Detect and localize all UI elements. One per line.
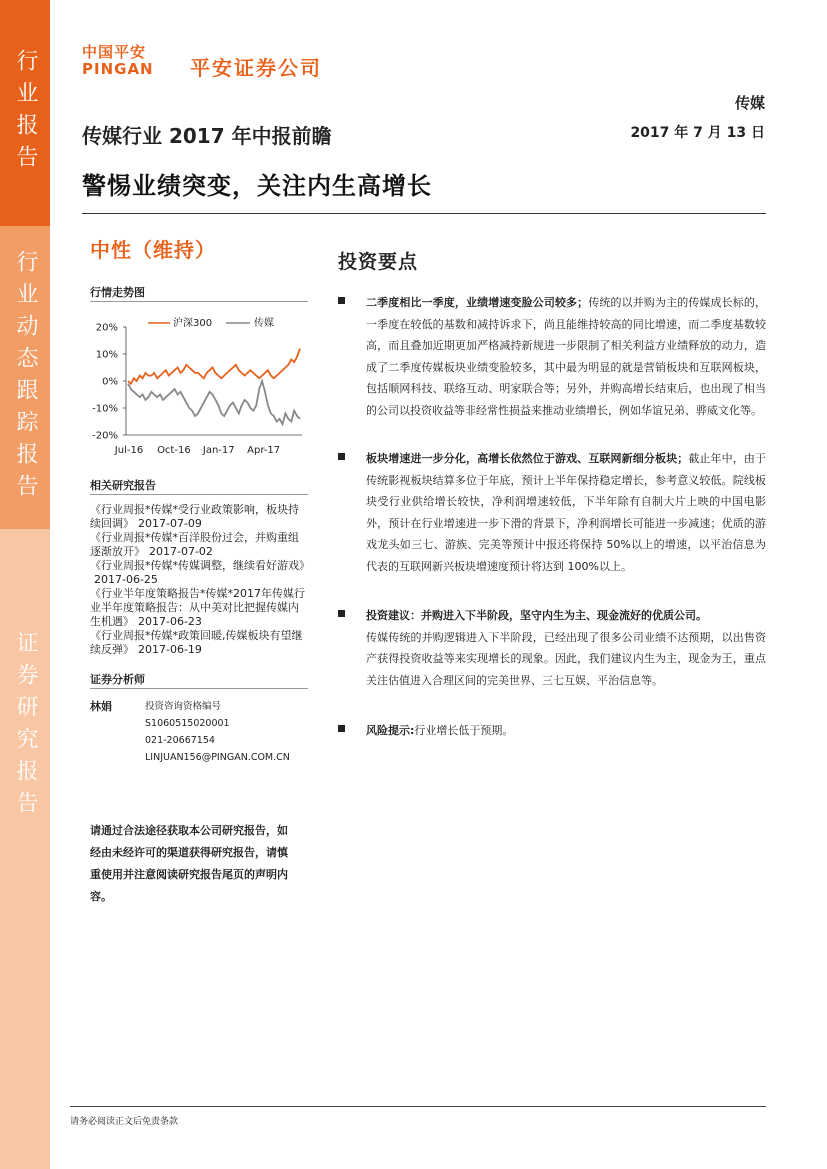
y-tick-label: 0% <box>102 376 118 388</box>
related-report-title: 《行业半年度策略报告*传媒*2017年传媒行业半年度策略报告：从中美对比把握传媒内生机遇》 <box>90 587 305 628</box>
report-subtitle: 警惕业绩突变，关注内生高增长 <box>82 172 432 200</box>
bullet-icon <box>338 610 345 617</box>
related-report-date: 2017-06-19 <box>138 643 202 656</box>
key-point-heading: 二季度相比一季度，业绩增速变脸公司较多； <box>366 296 589 309</box>
related-report-item[interactable] <box>90 559 310 587</box>
analyst-name: 林娟 <box>90 700 112 713</box>
x-tick-label: Oct-16 <box>157 445 191 456</box>
section-divider <box>90 301 308 302</box>
analyst-qualification-no: S1060515020001 <box>145 718 230 729</box>
related-report-title: 《行业周报*传媒*百洋股份过会，并购重组逐渐放开》 <box>90 531 299 558</box>
legend-hs300: 沪深300 <box>173 318 213 329</box>
related-report-item[interactable] <box>90 587 305 629</box>
related-report-date: 2017-06-25 <box>94 573 158 586</box>
footer-disclaimer: 请务必阅读正文后免责条款 <box>70 1117 179 1127</box>
y-tick-label: 20% <box>95 322 118 334</box>
company-name: 平安证券公司 <box>190 56 322 80</box>
related-report-date: 2017-07-02 <box>149 545 213 558</box>
logo-english: PINGAN <box>82 60 154 78</box>
related-report-title: 《行业周报*传媒*传媒调整，继续看好游戏》 <box>90 559 310 572</box>
side-band-label: 证券研究报告 <box>13 630 38 823</box>
series-line-hs300 <box>128 349 300 384</box>
section-divider <box>90 494 308 495</box>
series-line-media <box>128 381 300 424</box>
side-band-securities-report <box>0 529 50 1169</box>
key-point-heading: 投资建议：并购进入下半阶段，坚守内生为主、现金流好的优质公司。 <box>366 609 707 622</box>
legend-media: 传媒 <box>254 318 274 329</box>
header-divider <box>82 213 766 214</box>
analyst-info <box>145 698 290 766</box>
related-reports-title: 相关研究报告 <box>90 479 156 492</box>
key-point-heading: 板块增速进一步分化，高增长依然位于游戏、互联网新细分板块； <box>366 452 689 465</box>
side-band-tracking-report <box>0 226 50 529</box>
bullet-icon <box>338 725 345 732</box>
x-tick-label: Apr-17 <box>247 445 281 456</box>
side-band-industry-report <box>0 0 50 226</box>
related-report-date: 2017-06-23 <box>138 615 202 628</box>
related-report-item[interactable] <box>90 503 305 531</box>
side-band-label: 行业动态跟踪报告 <box>13 249 38 506</box>
key-point-body: 传媒传统的并购逻辑进入下半阶段，已经出现了很多公司业绩不达预期，以出售资产获得投资收益等来实现增长的现象。因此，我们建议内生为主，现金为王，重点关注估值进入合理区间的完美世界、三七互娱、平治信息等。 <box>366 630 766 687</box>
report-date: 2017 年 7 月 13 日 <box>630 125 765 141</box>
key-point-body: 传统的以并购为主的传媒成长标的，一季度在较低的基数和减持诉求下，尚且能维持较高的同比增速，而二季度基数较高，而且叠加近期更加严格减持新规进一步限制了相关利益方业绩释放的动力，造成了二季度传媒板块业绩变脸较多，其中最为明显的就是营销板块和互联网板块，包括顺网科技、联络互动、明家联合等；另外，并购高增长结束后，也出现了相当的公司以投资收益等非经常性损益来推动业绩增长，例如华谊兄弟、骅威文化等。 <box>366 296 766 417</box>
pingan-logo <box>82 44 154 78</box>
rating: 中性（维持） <box>90 238 216 262</box>
key-point-heading: 风险提示: <box>366 724 415 737</box>
legal-notice: 请通过合法途径获取本公司研究报告，如经由未经许可的渠道获得研究报告，请慎重使用并注意阅读研究报告尾页的声明内容。 <box>90 824 288 903</box>
market-chart <box>86 305 314 465</box>
industry-tag: 传媒 <box>734 94 765 112</box>
key-point-body: 截止年中，由于传统影视板块结算多位于年底，预计上半年保持稳定增长，参考意义较低。院线板块受行业供给增长较快，净利润增速较低，下半年除有自制大片上映的中国电影外，预计在行业增速进一步下滑的背景下，净利润增长可能进一步减速；优质的游戏龙头如三七、游族、完美等预计中报还将保持 50%以上的增速，以平治信息为代表的互联网新兴板块增速度预计将达到 100%以上。 <box>366 452 767 573</box>
report-title: 传媒行业 2017 年中报前瞻 <box>82 124 332 148</box>
key-point-body: 行业增长低于预期。 <box>414 724 514 737</box>
related-report-title: 《行业周报*传媒*政策回暖,传媒板块有望继续反弹》 <box>90 629 303 656</box>
analyst-qualification-label: 投资咨询资格编号 <box>145 701 222 712</box>
related-report-item[interactable] <box>90 531 305 559</box>
key-point <box>338 720 766 742</box>
x-tick-label: Jan-17 <box>202 445 235 456</box>
section-divider <box>90 688 308 689</box>
key-points-title: 投资要点 <box>338 251 419 273</box>
y-tick-label: -10% <box>92 403 118 415</box>
key-point <box>338 448 766 577</box>
analyst-email[interactable]: LINJUAN156@PINGAN.COM.CN <box>145 752 290 763</box>
logo-chinese: 中国平安 <box>82 43 147 61</box>
key-point <box>338 292 766 421</box>
y-tick-label: 10% <box>95 349 118 361</box>
side-band-label: 行业报告 <box>13 49 38 177</box>
related-report-title: 《行业周报*传媒*受行业政策影响，板块持续回调》 <box>90 503 299 530</box>
analyst-section-title: 证券分析师 <box>90 673 145 686</box>
related-reports-list <box>90 503 310 657</box>
y-tick-label: -20% <box>92 430 118 442</box>
chart-section-title: 行情走势图 <box>90 286 145 299</box>
bullet-icon <box>338 297 345 304</box>
key-point <box>338 605 766 691</box>
related-report-item[interactable] <box>90 629 305 657</box>
footer-divider <box>70 1106 766 1107</box>
related-report-date: 2017-07-09 <box>138 517 202 530</box>
x-tick-label: Jul-16 <box>114 445 144 456</box>
bullet-icon <box>338 453 345 460</box>
analyst-phone: 021-20667154 <box>145 735 215 746</box>
